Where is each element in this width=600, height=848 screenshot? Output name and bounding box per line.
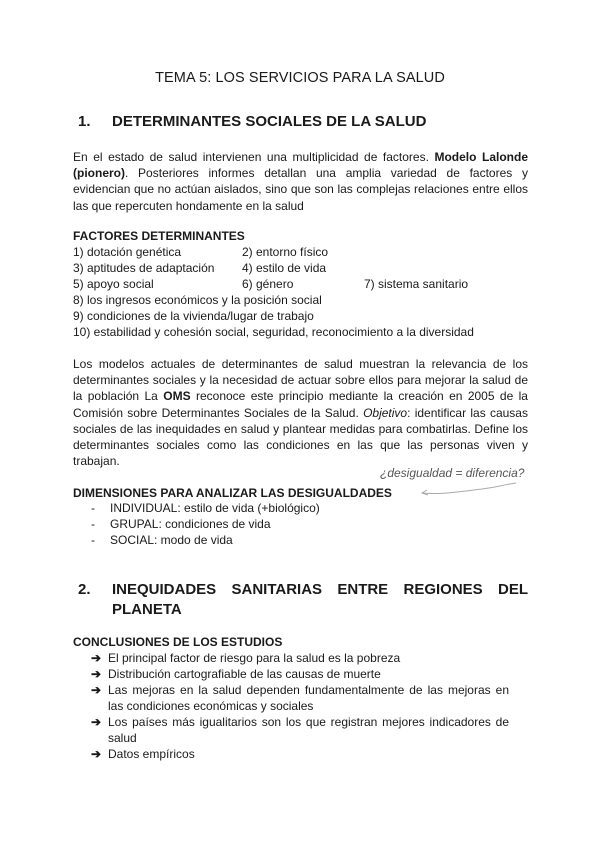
arrow-bullet-icon: ➔ [91, 651, 102, 665]
factor-item: 6) género [242, 277, 294, 291]
section1-heading [78, 112, 538, 134]
factor-item: 2) entorno físico [242, 245, 329, 259]
arrow-bullet-icon: ➔ [91, 667, 102, 681]
section1-number: 1. [78, 113, 91, 130]
conclusion-text: Las mejoras en la salud dependen fundamentalmente de las mejoras en las condiciones económicas y sociales [108, 683, 509, 713]
intro-paragraph [73, 149, 528, 214]
factor-item: 3) aptitudes de adaptación [73, 261, 215, 275]
list-item [91, 746, 511, 762]
dash-bullet: - [91, 517, 95, 531]
models-text-italic: Objetivo [363, 405, 408, 420]
intro-text-post: . Posteriores informes detallan una amplia variedad de factores y evidencian que no actúan aislados, sino que son las complejas relaciones entre ellos las que repercuten hondamente en la salud [73, 166, 528, 213]
conclusion-text: Los países más igualitarios son los que registran mejores indicadores de salud [108, 715, 509, 745]
models-text-3: : identificar las causas sociales de las inequidades en salud y plantear medidas para combatirlas. Define los determinantes sociales como las condiciones en las que las personas viven y trabajan. [73, 405, 528, 469]
section2-heading [78, 580, 528, 622]
dimension-item: INDIVIDUAL: estilo de vida (+biológico) [110, 501, 320, 515]
conclusions-heading: CONCLUSIONES DE LOS ESTUDIOS [73, 635, 283, 649]
section1-title: DETERMINANTES SOCIALES DE LA SALUD [112, 113, 427, 130]
dimension-item: GRUPAL: condiciones de vida [110, 517, 271, 531]
factor-item: 10) estabilidad y cohesión social, seguridad, reconocimiento a la diversidad [73, 325, 474, 339]
models-text-bold: OMS [163, 389, 191, 404]
dimensions-heading: DIMENSIONES PARA ANALIZAR LAS DESIGUALDADES [73, 486, 392, 500]
handwritten-note: ¿desigualdad = diferencia? [380, 466, 525, 480]
factor-item: 7) sistema sanitario [364, 277, 469, 291]
dash-bullet: - [91, 533, 95, 547]
intro-text-pre: En el estado de salud intervienen una multiplicidad de factores. [73, 150, 429, 164]
section2-title-line2: PLANETA [112, 601, 182, 618]
models-paragraph [73, 356, 528, 469]
factor-item: 8) los ingresos económicos y la posición social [73, 293, 322, 307]
annotation-squiggle-icon [420, 481, 520, 501]
section2-number: 2. [78, 581, 91, 598]
arrow-bullet-icon: ➔ [91, 683, 102, 697]
dimension-item: SOCIAL: modo de vida [110, 533, 233, 547]
arrow-bullet-icon: ➔ [91, 715, 102, 729]
conclusion-text: Distribución cartografiable de las causas de muerte [108, 667, 381, 681]
conclusion-text: El principal factor de riesgo para la salud es la pobreza [108, 651, 401, 665]
intro-text-bold: Modelo Lalonde (pionero) [73, 150, 528, 181]
models-text-1: Los modelos actuales de determinantes de salud muestran la relevancia de los determinantes sociales y la necesidad de actuar sobre ellos para mejorar la salud de la población La [73, 357, 528, 404]
list-item [91, 682, 511, 714]
factor-item: 5) apoyo social [73, 277, 154, 291]
factors-heading: FACTORES DETERMINANTES [73, 229, 245, 243]
factor-item: 9) condiciones de la vivienda/lugar de trabajo [73, 309, 314, 323]
factor-item: 1) dotación genética [73, 245, 182, 259]
list-item [91, 666, 511, 682]
section2-title-line1: INEQUIDADES SANITARIAS ENTRE REGIONES DEL [112, 581, 528, 598]
arrow-bullet-icon: ➔ [91, 747, 102, 761]
document-title: TEMA 5: LOS SERVICIOS PARA LA SALUD [155, 70, 445, 86]
list-item [91, 714, 511, 746]
factor-item: 4) estilo de vida [242, 261, 327, 275]
dash-bullet: - [91, 501, 95, 515]
list-item [91, 650, 511, 666]
conclusion-text: Datos empíricos [108, 747, 195, 761]
models-text-2: reconoce este principio mediante la creación en 2005 de la Comisión sobre Determinantes Sociales de la Salud. [73, 389, 528, 420]
